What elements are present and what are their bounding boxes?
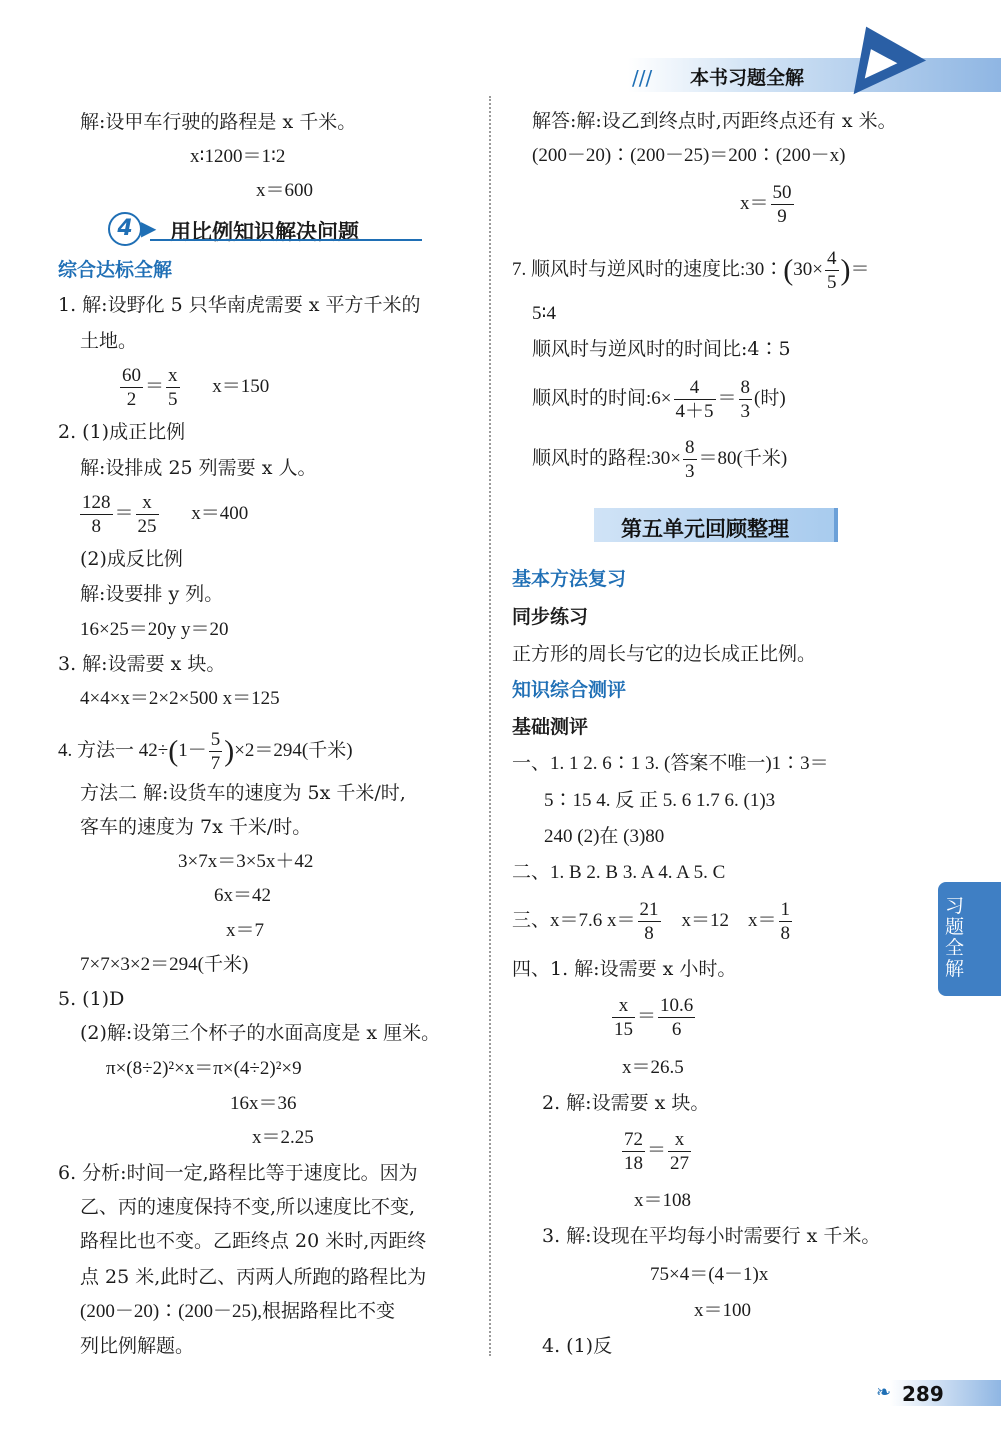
- q7-line-4: 顺风时的时间:6× $\frac{4}{4+5}$ ＝ $\frac{8}{3}$ (时): [532, 377, 786, 422]
- part-4-line-3: 3. 解:设现在平均每小时需要行 x 千米。: [542, 1225, 881, 1247]
- right-line-1: 解答:解:设乙到终点时,丙距终点还有 x 米。: [532, 110, 897, 132]
- leaf-icon: ❧: [876, 1382, 892, 1403]
- header-slash-icon: ///: [632, 66, 653, 90]
- part-3-line: 三、x＝7.6 x＝ $\frac{21}{8}$ x＝12 x＝ $\frac{1}{8}$: [512, 899, 791, 944]
- q4-line-1: 4. 方法一 42÷(1－ $\frac{5}{7}$ )×2＝294(千米): [58, 729, 353, 774]
- subsection-basic-test: 基础测评: [512, 716, 589, 738]
- q5-line-3: π×(8÷2)²×x＝π×(4÷2)²×9: [106, 1058, 302, 1079]
- q5-line-5: x＝2.25: [252, 1127, 314, 1148]
- q6-line-6: 列比例解题。: [80, 1335, 195, 1357]
- q4-line-4: 3×7x＝3×5x＋42: [178, 851, 314, 872]
- header-title: 本书习题全解: [690, 67, 805, 89]
- part-4-eq-2: $\frac{72}{18}$ ＝ $\frac{x}{27}$: [624, 1129, 690, 1174]
- subsection-heading: 综合达标全解: [58, 259, 173, 281]
- part-1-line-3: 240 (2)在 (3)80: [544, 826, 665, 847]
- chevron-right-icon: ▶: [141, 216, 157, 240]
- section-4-underline: [150, 239, 422, 241]
- header-band: [628, 58, 1001, 92]
- left-line-3: x＝600: [256, 180, 314, 201]
- q4-line-7: 7×7×3×2＝294(千米): [80, 954, 249, 975]
- part-4-eq-1: $\frac{x}{15}$ ＝ $\frac{10.6}{6}$: [614, 995, 694, 1040]
- right-line-3: x＝ $\frac{50}{9}$: [740, 182, 792, 227]
- q1-line-2: 土地。: [80, 330, 138, 352]
- q6-line-3: 路程比也不变。乙距终点 20 米时,丙距终: [80, 1230, 427, 1252]
- q2-line-5: 16×25＝20y y＝20: [80, 619, 229, 640]
- q3-line-2: 4×4×x＝2×2×500 x＝125: [80, 688, 280, 709]
- section-4-title: 用比例知识解决问题: [170, 220, 359, 244]
- page-number: 289: [902, 1382, 944, 1406]
- q7-line-5: 顺风时的路程:30× $\frac{8}{3}$ ＝80(千米): [532, 437, 788, 482]
- q2-line-4: 解:设要排 y 列。: [80, 583, 224, 605]
- q5-line-4: 16x＝36: [230, 1093, 297, 1114]
- q3-line-1: 3. 解:设需要 x 块。: [58, 653, 226, 675]
- q7-line-2: 5∶4: [532, 303, 556, 324]
- part-4-ans-1: x＝26.5: [622, 1057, 684, 1078]
- part-1-line-1: 一、1. 1 2. 6∶1 3. (答案不唯一)1∶3＝: [512, 753, 829, 774]
- q2-line-2: 解:设排成 25 列需要 x 人。: [80, 457, 317, 479]
- q4-line-2: 方法二 解:设货车的速度为 5x 千米/时,: [80, 782, 406, 804]
- q2-line-1: 2. (1)成正比例: [58, 421, 186, 443]
- part-1-line-2: 5∶15 4. 反 正 5. 6 1.7 6. (1)3: [544, 790, 776, 811]
- q6-line-2: 乙、丙的速度保持不变,所以速度比不变,: [80, 1196, 416, 1218]
- subsection-sync-practice: 同步练习: [512, 606, 589, 628]
- q6-line-4: 点 25 米,此时乙、丙两人所跑的路程比为: [80, 1266, 427, 1288]
- q2-equation: $\frac{128}{8}$ ＝ $\frac{x}{25}$ x＝400: [82, 492, 249, 537]
- left-line-2: x∶1200＝1∶2: [190, 146, 286, 167]
- q1-equation: $\frac{60}{2}$ ＝ $\frac{x}{5}$ x＝150: [122, 365, 270, 410]
- sync-answer: 正方形的周长与它的边长成正比例。: [512, 643, 817, 665]
- part-4-ans-2: x＝108: [634, 1190, 692, 1211]
- q7-line-1: 7. 顺风时与逆风时的速度比:30∶(30× $\frac{4}{5}$ )＝: [512, 248, 870, 293]
- part-4-ans-3: x＝100: [694, 1300, 752, 1321]
- part-4-line-1: 四、1. 解:设需要 x 小时。: [512, 958, 737, 980]
- unit-5-title: 第五单元回顾整理: [621, 517, 789, 541]
- left-line-1: 解:设甲车行驶的路程是 x 千米。: [80, 111, 357, 133]
- q6-line-1: 6. 分析:时间一定,路程比等于速度比。因为: [58, 1162, 418, 1184]
- part-4-line-2: 2. 解:设需要 x 块。: [542, 1092, 710, 1114]
- q4-line-5: 6x＝42: [214, 885, 272, 906]
- column-divider: [489, 96, 491, 1356]
- part-4-line-4: 4. (1)反: [542, 1335, 613, 1357]
- q5-line-2: (2)解:设第三个杯子的水面高度是 x 厘米。: [80, 1022, 441, 1044]
- q4-line-6: x＝7: [226, 920, 265, 941]
- part-2-line: 二、1. B 2. B 3. A 4. A 5. C: [512, 862, 726, 883]
- q5-line-1: 5. (1)D: [58, 988, 125, 1010]
- q6-line-5: (200－20)∶(200－25),根据路程比不变: [80, 1301, 396, 1322]
- subsection-basic-methods: 基本方法复习: [512, 568, 627, 590]
- subsection-knowledge-test: 知识综合测评: [512, 679, 627, 701]
- side-tab-label: 习题全解: [945, 895, 965, 980]
- q7-line-3: 顺风时与逆风时的时间比:4∶5: [532, 338, 791, 360]
- q1-line-1: 1. 解:设野化 5 只华南虎需要 x 平方千米的: [58, 294, 421, 316]
- q4-line-3: 客车的速度为 7x 千米/时。: [80, 816, 312, 838]
- section-4-badge: 4: [108, 212, 142, 246]
- q2-line-3: (2)成反比例: [80, 548, 183, 570]
- right-line-2: (200－20)∶(200－25)＝200∶(200－x): [532, 145, 846, 166]
- part-4-eq-3: 75×4＝(4－1)x: [650, 1264, 769, 1285]
